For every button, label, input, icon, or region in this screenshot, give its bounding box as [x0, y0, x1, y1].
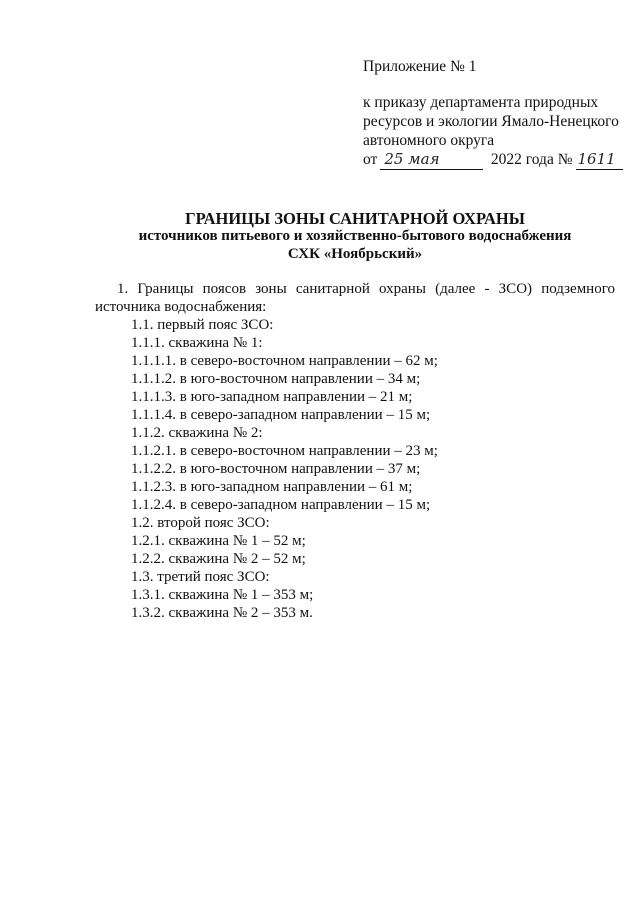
document-object-name: СХК «Ноябрьский» — [287, 246, 423, 262]
list-item: 1.2.2. скважина № 2 – 52 м; — [131, 551, 306, 567]
appendix-line: к приказу департамента природных — [363, 94, 599, 111]
handwritten-date — [380, 150, 483, 170]
list-item: 1.1. первый пояс ЗСО: — [131, 317, 274, 333]
appendix-line: автономного округа — [363, 132, 495, 149]
handwritten-number-text: 1611 — [577, 150, 616, 168]
appendix-line: ресурсов и экологии Ямало-Ненецкого — [363, 113, 619, 130]
item-list — [95, 316, 615, 622]
list-item: 1.1.2.1. в северо-восточном направлении – 23 м; — [131, 443, 438, 459]
list-item: 1.1.2.3. в юго-западном направлении – 61 м; — [131, 479, 413, 495]
list-item: 1.1.1.1. в северо-восточном направлении – 62 м; — [131, 353, 438, 369]
year-text: 2022 года № — [490, 151, 573, 168]
list-item: 1.3.2. скважина № 2 – 353 м. — [131, 605, 313, 621]
list-item: 1.1.2. скважина № 2: — [131, 425, 263, 441]
paragraph-1: 1. Границы поясов зоны санитарной охраны (далее - ЗСО) подземного источника водоснабжения: — [95, 281, 615, 315]
document-body — [95, 280, 615, 622]
list-item: 1.1.2.4. в северо-западном направлении – 15 м; — [131, 497, 431, 513]
appendix-title: Приложение № 1 — [363, 58, 477, 75]
handwritten-number — [576, 150, 624, 170]
order-date-line — [363, 150, 623, 170]
document-title: ГРАНИЦЫ ЗОНЫ САНИТАРНОЙ ОХРАНЫ — [185, 209, 525, 228]
appendix-block — [363, 57, 623, 170]
list-item: 1.1.1.3. в юго-западном направлении – 21 м; — [131, 389, 413, 405]
list-item: 1.1.1. скважина № 1: — [131, 335, 263, 351]
list-item: 1.1.1.4. в северо-западном направлении – 15 м; — [131, 407, 431, 423]
handwritten-date-text: 25 мая — [384, 150, 440, 168]
list-item: 1.2. второй пояс ЗСО: — [131, 515, 270, 531]
document-subtitle: источников питьевого и хозяйственно-бытового водоснабжения — [138, 228, 572, 244]
date-prefix: от — [363, 151, 378, 168]
list-item: 1.3.1. скважина № 1 – 353 м; — [131, 587, 314, 603]
list-item: 1.1.1.2. в юго-восточном направлении – 34 м; — [131, 371, 421, 387]
list-item: 1.2.1. скважина № 1 – 52 м; — [131, 533, 306, 549]
list-item: 1.3. третий пояс ЗСО: — [131, 569, 270, 585]
list-item: 1.1.2.2. в юго-восточном направлении – 37 м; — [131, 461, 421, 477]
